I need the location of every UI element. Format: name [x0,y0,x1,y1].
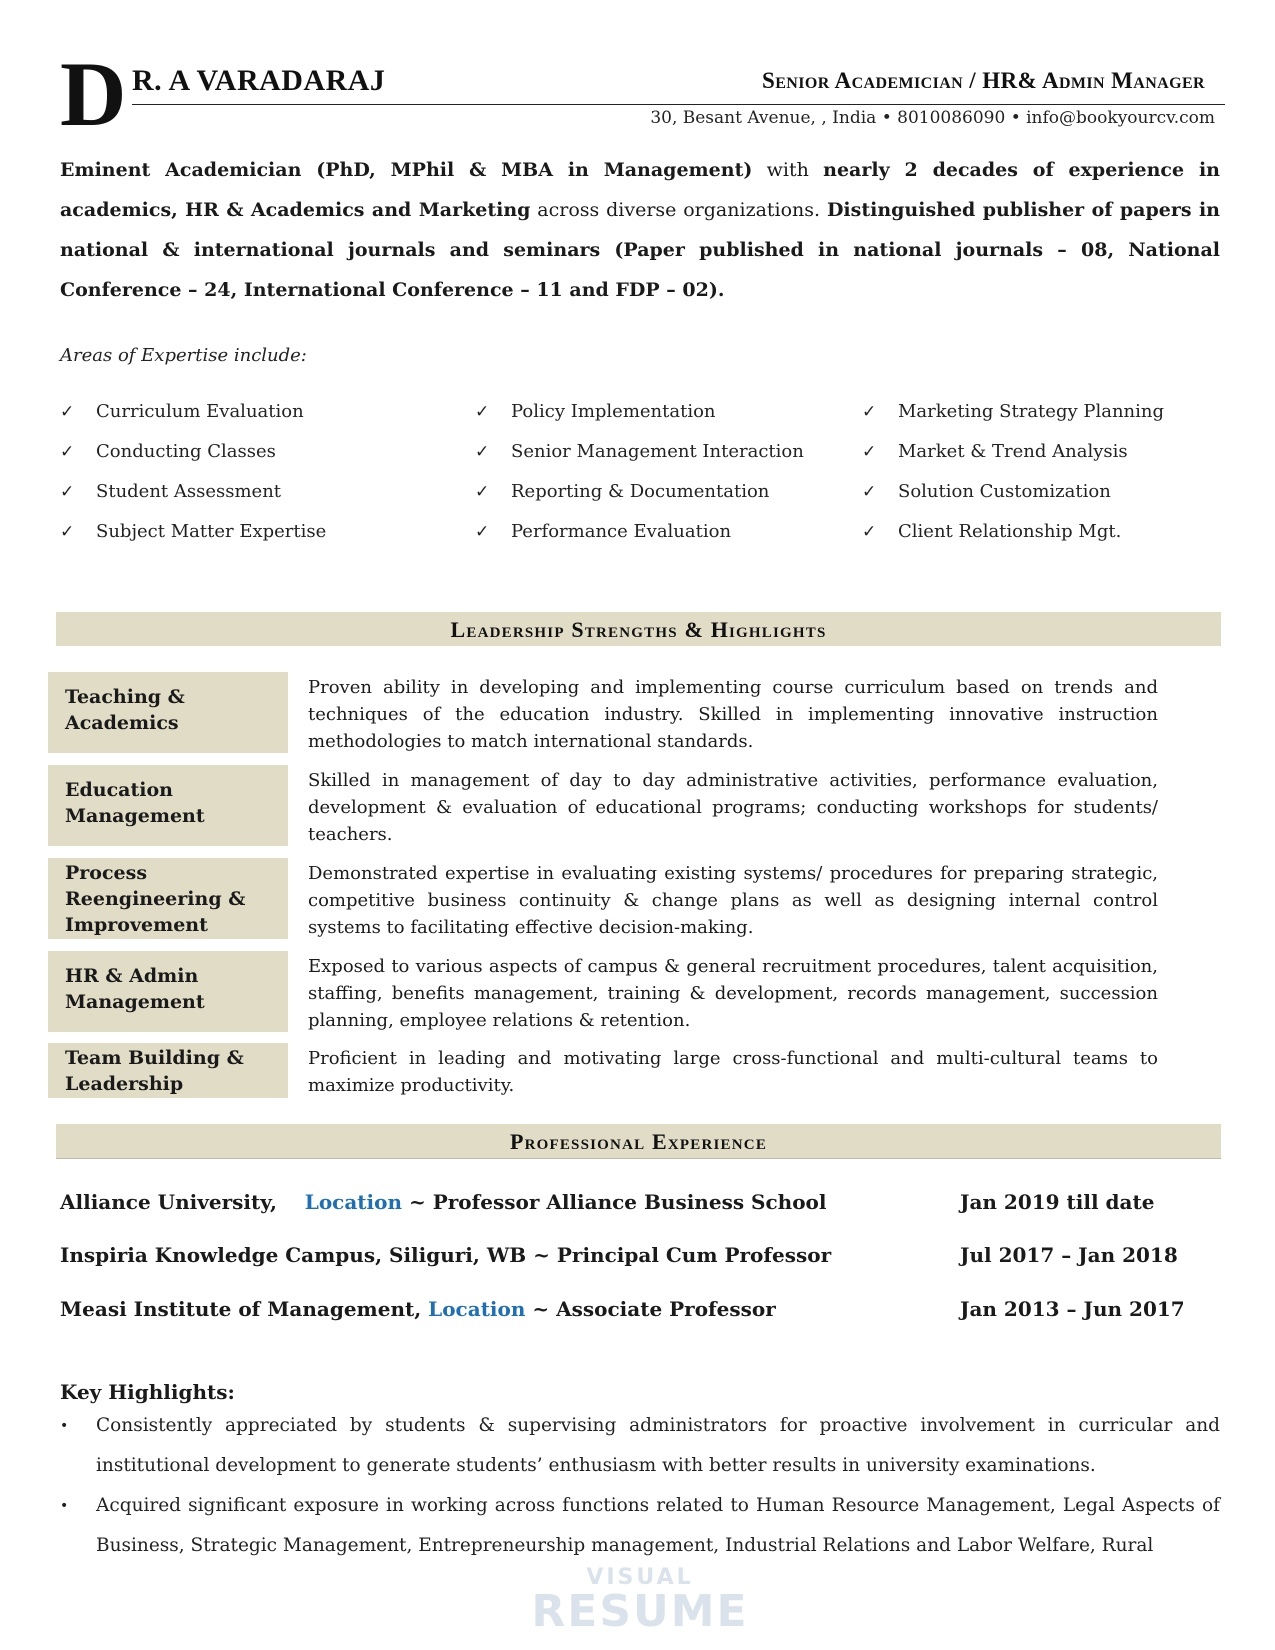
checkmark-icon: ✓ [475,442,490,462]
highlight-text: Acquired significant exposure in working across functions related to Human Resource Management, Legal Aspects of Business, Strategic Management, Entrepreneurship management, Industrial Relations and Labor Welfare, Rural [96,1495,1220,1556]
experience-date: Jan 2013 – Jun 2017 [960,1297,1185,1321]
highlight-item [60,1486,1220,1566]
watermark-line-2: RESUME [531,1586,749,1637]
experience-role: ~ Principal Cum Professor [526,1243,832,1267]
checkmark-icon: ✓ [475,482,490,502]
experience-date: Jul 2017 – Jan 2018 [960,1243,1178,1267]
expertise-label: Performance Evaluation [511,521,732,542]
checkmark-icon: ✓ [862,522,877,542]
summary-text-2: across diverse organizations. [530,199,827,221]
watermark-line-1: VISUAL [586,1565,694,1590]
leadership-text: Demonstrated expertise in evaluating existing systems/ procedures for preparing strategic, competitive business continuity & change plans as well as designing internal control systems to facilitating effective decision-making. [308,863,1158,938]
expertise-item [862,392,1164,432]
expertise-label: Policy Implementation [511,401,716,422]
leadership-label: Process Reengineering & Improvement [48,858,288,939]
key-highlights-list [60,1406,1220,1566]
resume-header [60,43,1225,145]
key-highlights-title: Key Highlights: [60,1380,235,1404]
expertise-item [60,432,326,472]
name-dropcap: D [60,43,127,145]
experience-role: ~ Associate Professor [525,1297,776,1321]
checkmark-icon: ✓ [60,482,75,502]
job-title: Senior Academician / HR& Admin Manager [762,68,1205,93]
areas-of-expertise-title: Areas of Expertise include: [60,345,307,366]
experience-location: Location [304,1190,403,1214]
leadership-label: Teaching & Academics [48,672,288,753]
experience-row [60,1297,1220,1321]
expertise-column-3 [862,392,1164,552]
highlight-text: Consistently appreciated by students & supervising administrators for proactive involvement in curricular and institutional development to generate students’ enthusiasm with better results in university examinations. [96,1415,1220,1476]
expertise-item [862,472,1164,512]
leadership-text: Skilled in management of day to day administrative activities, performance evaluation, development & evaluation of educational programs; conducting workshops for students/ teachers. [308,770,1158,845]
profile-summary [60,150,1220,310]
expertise-label: Marketing Strategy Planning [898,401,1165,422]
experience-row [60,1190,1220,1214]
checkmark-icon: ✓ [862,482,877,502]
expertise-label: Subject Matter Expertise [96,521,327,542]
experience-row [60,1243,1220,1267]
leadership-text: Exposed to various aspects of campus & general recruitment procedures, talent acquisition, staffing, benefits management, training & development, records management, succession planning, employee relations & retention. [308,956,1158,1031]
experience-date: Jan 2019 till date [960,1190,1155,1214]
expertise-item [475,432,804,472]
expertise-label: Conducting Classes [96,441,276,462]
summary-text-1: with [752,159,824,181]
experience-section-header: Professional Experience [56,1124,1221,1158]
highlight-item [60,1406,1220,1486]
bullet-icon: • [60,1498,69,1514]
visual-resume-watermark [530,1565,750,1645]
expertise-item [475,512,804,552]
expertise-label: Curriculum Evaluation [96,401,304,422]
expertise-column-1 [60,392,326,552]
expertise-label: Senior Management Interaction [511,441,804,462]
leadership-text: Proficient in leading and motivating large cross-functional and multi-cultural teams to maximize productivity. [308,1048,1158,1096]
expertise-item [475,472,804,512]
summary-bold-1: Eminent Academician (PhD, MPhil & MBA in Management) [60,159,753,181]
experience-org: Alliance University, [60,1190,277,1214]
expertise-label: Solution Customization [898,481,1111,502]
bullet-icon: • [60,1418,69,1434]
summary-bold-3: Distinguished publisher of papers in national & international journals and seminars (Paper published in national journals – 08, National Conference – 24, International Conference – 11 and FDP – 02). [60,199,1220,301]
summary-bold-2: nearly 2 decades of experience in academics, HR & Academics and Marketing [60,159,1220,221]
leadership-label: Team Building & Leadership [48,1043,288,1098]
expertise-item [862,512,1164,552]
checkmark-icon: ✓ [862,442,877,462]
checkmark-icon: ✓ [475,402,490,422]
expertise-item [60,512,326,552]
expertise-item [475,392,804,432]
expertise-label: Client Relationship Mgt. [898,521,1122,542]
experience-role: ~ Professor Alliance Business School [402,1190,827,1214]
expertise-item [862,432,1164,472]
expertise-label: Student Assessment [96,481,282,502]
checkmark-icon: ✓ [60,402,75,422]
candidate-name: R. A VARADARAJ [132,64,386,97]
leadership-label: Education Management [48,765,288,846]
header-divider [132,104,1225,105]
expertise-item [60,392,326,432]
checkmark-icon: ✓ [60,442,75,462]
expertise-column-2 [475,392,804,552]
experience-location: Location [428,1297,526,1321]
leadership-text: Proven ability in developing and implementing course curriculum based on trends and techniques of the education industry. Skilled in implementing innovative instruction methodologies to match international standards. [308,677,1158,752]
leadership-section-header: Leadership Strengths & Highlights [56,612,1221,646]
experience-org: Measi Institute of Management, [60,1297,422,1321]
expertise-item [60,472,326,512]
checkmark-icon: ✓ [60,522,75,542]
leadership-label: HR & Admin Management [48,951,288,1032]
checkmark-icon: ✓ [862,402,877,422]
experience-section-rule [56,1158,1221,1159]
experience-org: Inspiria Knowledge Campus, Siliguri, WB [60,1243,527,1267]
checkmark-icon: ✓ [475,522,490,542]
expertise-label: Market & Trend Analysis [898,441,1128,462]
expertise-label: Reporting & Documentation [511,481,770,502]
contact-info: 30, Besant Avenue, , India • 8010086090 • info@bookyourcv.com [650,108,1215,128]
